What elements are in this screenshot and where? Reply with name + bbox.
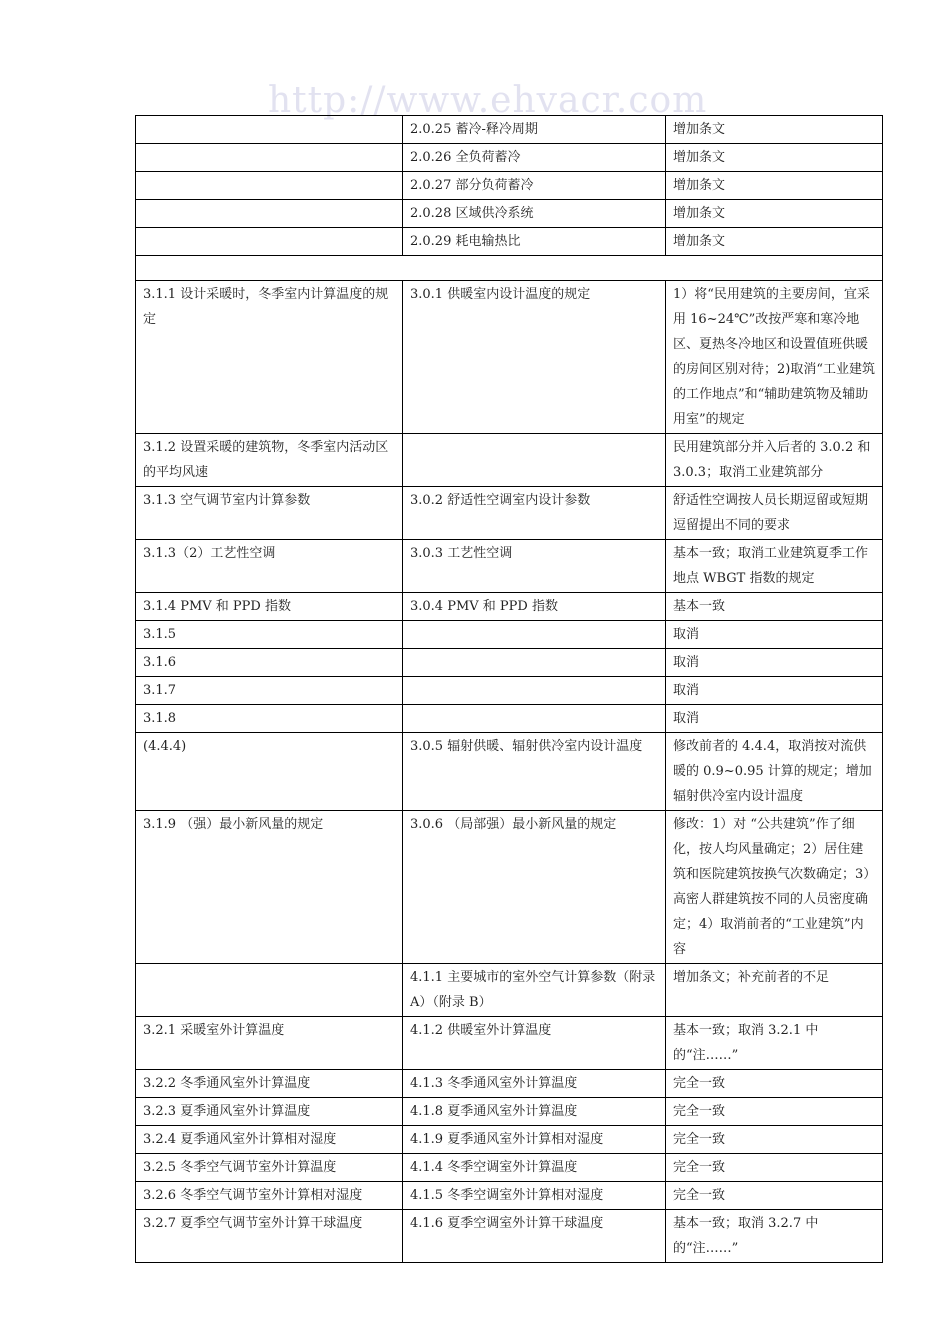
new-clause-cell [403,621,666,649]
old-clause-cell [136,116,403,144]
old-clause-cell: 3.2.1 采暖室外计算温度 [136,1017,403,1070]
old-clause-cell: 3.1.3 空气调节室内计算参数 [136,487,403,540]
change-note-cell: 1）将“民用建筑的主要房间，宜采用 16~24℃”改按严寒和寒冷地区、夏热冬冷地区和设置值班供暖的房间区别对待；2)取消“工业建筑的工作地点”和“辅助建筑物及辅助用室”的规定 [666,281,883,434]
old-clause-cell: (4.4.4) [136,733,403,811]
old-clause-cell: 3.2.7 夏季空气调节室外计算干球温度 [136,1210,403,1263]
change-note-cell: 民用建筑部分并入后者的 3.0.2 和 3.0.3；取消工业建筑部分 [666,434,883,487]
change-note-cell: 取消 [666,649,883,677]
change-note-cell: 基本一致；取消 3.2.1 中的“注……” [666,1017,883,1070]
new-clause-cell: 3.0.2 舒适性空调室内设计参数 [403,487,666,540]
change-note-cell: 取消 [666,621,883,649]
change-note-cell: 基本一致 [666,593,883,621]
new-clause-cell: 2.0.26 全负荷蓄冷 [403,144,666,172]
table-row [136,1210,883,1263]
old-clause-cell [136,172,403,200]
old-clause-cell: 3.2.2 冬季通风室外计算温度 [136,1070,403,1098]
change-note-cell: 完全一致 [666,1070,883,1098]
new-clause-cell: 4.1.6 夏季空调室外计算干球温度 [403,1210,666,1263]
old-clause-cell: 3.2.5 冬季空气调节室外计算温度 [136,1154,403,1182]
table-row [136,1154,883,1182]
old-clause-cell: 3.1.9 （强）最小新风量的规定 [136,811,403,964]
new-clause-cell: 4.1.1 主要城市的室外空气计算参数（附录 A）（附录 B） [403,964,666,1017]
new-clause-cell [403,677,666,705]
table-row [136,811,883,964]
change-note-cell: 修改：1）对 “公共建筑”作了细化，按人均风量确定；2）居住建筑和医院建筑按换气次数确定；3）高密人群建筑按不同的人员密度确定；4）取消前者的“工业建筑”内容 [666,811,883,964]
new-clause-cell: 2.0.29 耗电输热比 [403,228,666,256]
old-clause-cell: 3.1.7 [136,677,403,705]
old-clause-cell [136,228,403,256]
old-clause-cell: 3.1.8 [136,705,403,733]
new-clause-cell: 4.1.3 冬季通风室外计算温度 [403,1070,666,1098]
new-clause-cell: 3.0.6 （局部强）最小新风量的规定 [403,811,666,964]
table-row [136,1182,883,1210]
table-row [136,540,883,593]
change-note-cell: 基本一致；取消 3.2.7 中的“注……” [666,1210,883,1263]
blank-cell [136,256,883,281]
table-body [136,116,883,1263]
table-row [136,677,883,705]
old-clause-cell: 3.1.3（2）工艺性空调 [136,540,403,593]
change-note-cell: 修改前者的 4.4.4，取消按对流供暖的 0.9~0.95 计算的规定；增加辐射供冷室内设计温度 [666,733,883,811]
new-clause-cell: 2.0.25 蓄冷-释冷周期 [403,116,666,144]
table-row-blank [136,256,883,281]
table-row [136,1098,883,1126]
change-note-cell: 基本一致；取消工业建筑夏季工作地点 WBGT 指数的规定 [666,540,883,593]
table-row [136,1126,883,1154]
change-note-cell: 完全一致 [666,1154,883,1182]
comparison-table [135,115,883,1263]
change-note-cell: 取消 [666,705,883,733]
watermark-text: http://www.ehvacr.com [268,80,708,121]
table-row [136,281,883,434]
old-clause-cell [136,144,403,172]
new-clause-cell: 3.0.4 PMV 和 PPD 指数 [403,593,666,621]
new-clause-cell: 2.0.27 部分负荷蓄冷 [403,172,666,200]
table-row [136,487,883,540]
old-clause-cell: 3.2.6 冬季空气调节室外计算相对湿度 [136,1182,403,1210]
old-clause-cell: 3.2.4 夏季通风室外计算相对湿度 [136,1126,403,1154]
change-note-cell: 增加条文 [666,200,883,228]
change-note-cell: 增加条文 [666,228,883,256]
change-note-cell: 增加条文；补充前者的不足 [666,964,883,1017]
change-note-cell: 完全一致 [666,1126,883,1154]
old-clause-cell [136,200,403,228]
old-clause-cell: 3.1.1 设计采暖时，冬季室内计算温度的规定 [136,281,403,434]
new-clause-cell: 4.1.9 夏季通风室外计算相对湿度 [403,1126,666,1154]
table-row [136,621,883,649]
table-row [136,434,883,487]
change-note-cell: 完全一致 [666,1182,883,1210]
table-row [136,228,883,256]
old-clause-cell: 3.1.2 设置采暖的建筑物，冬季室内活动区的平均风速 [136,434,403,487]
table-row [136,144,883,172]
new-clause-cell: 3.0.5 辐射供暖、辐射供冷室内设计温度 [403,733,666,811]
table-row [136,964,883,1017]
table-row [136,733,883,811]
table-row [136,200,883,228]
table-row [136,172,883,200]
new-clause-cell [403,649,666,677]
table-row [136,1070,883,1098]
table-row [136,1017,883,1070]
old-clause-cell: 3.1.5 [136,621,403,649]
new-clause-cell: 3.0.3 工艺性空调 [403,540,666,593]
old-clause-cell: 3.1.4 PMV 和 PPD 指数 [136,593,403,621]
new-clause-cell: 4.1.2 供暖室外计算温度 [403,1017,666,1070]
table-row [136,649,883,677]
change-note-cell: 增加条文 [666,116,883,144]
change-note-cell: 增加条文 [666,172,883,200]
old-clause-cell: 3.1.6 [136,649,403,677]
table-row [136,705,883,733]
new-clause-cell [403,434,666,487]
new-clause-cell: 3.0.1 供暖室内设计温度的规定 [403,281,666,434]
change-note-cell: 增加条文 [666,144,883,172]
table-row [136,116,883,144]
new-clause-cell [403,705,666,733]
new-clause-cell: 4.1.8 夏季通风室外计算温度 [403,1098,666,1126]
table-row [136,593,883,621]
change-note-cell: 舒适性空调按人员长期逗留或短期逗留提出不同的要求 [666,487,883,540]
old-clause-cell [136,964,403,1017]
change-note-cell: 完全一致 [666,1098,883,1126]
change-note-cell: 取消 [666,677,883,705]
new-clause-cell: 4.1.5 冬季空调室外计算相对湿度 [403,1182,666,1210]
old-clause-cell: 3.2.3 夏季通风室外计算温度 [136,1098,403,1126]
new-clause-cell: 2.0.28 区域供冷系统 [403,200,666,228]
new-clause-cell: 4.1.4 冬季空调室外计算温度 [403,1154,666,1182]
